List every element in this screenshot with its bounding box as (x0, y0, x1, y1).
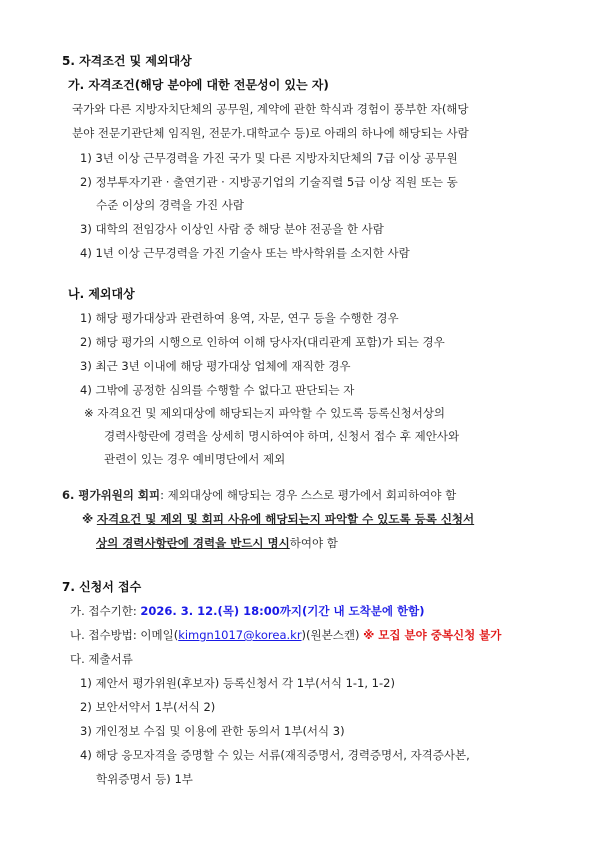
method-line (70, 628, 501, 643)
exclusion-note-line1: ※ 자격요건 및 제외대상에 해당되는지 파악할 수 있도록 등록신청서상의 (84, 406, 446, 420)
exclusion-note-line2: 경력사항란에 경력을 상세히 명시하여야 하며, 신청서 접수 후 제안사와 (104, 429, 460, 443)
document-item-3: 3) 개인정보 수집 및 이용에 관한 동의서 1부(서식 3) (80, 724, 345, 738)
section6-note-underlined-2: 상의 경력사항란에 경력을 반드시 명시 (96, 536, 290, 550)
qualification-subtitle: 가. 자격조건(해당 분야에 대한 전문성이 있는 자) (68, 78, 329, 92)
document-item-1: 1) 제안서 평가위원(후보자) 등록신청서 각 1부(서식 1-1, 1-2) (80, 676, 395, 690)
section6-note-underlined-1: 자격요건 및 제외 및 회피 사유에 해당되는지 파악할 수 있도록 등록 신청서 (96, 512, 475, 526)
qualification-item-4: 4) 1년 이상 근무경력을 가진 기술사 또는 박사학위를 소지한 사람 (80, 246, 410, 260)
exclusion-item-4: 4) 그밖에 공정한 심의를 수행할 수 없다고 판단되는 자 (80, 383, 355, 397)
deadline-line (70, 604, 424, 619)
document-item-2: 2) 보안서약서 1부(서식 2) (80, 700, 216, 714)
exclusion-subtitle: 나. 제외대상 (68, 287, 135, 301)
qualification-item-1: 1) 3년 이상 근무경력을 가진 국가 및 다른 지방자치단체의 7급 이상 공무원 (80, 151, 458, 165)
qualification-item-2: 2) 정부투자기관 · 출연기관 · 지방공기업의 기술직렬 5급 이상 직원 또는 동 (80, 175, 458, 189)
section6-note-mark: ※ (82, 512, 94, 526)
section6-note-line1 (82, 512, 474, 527)
method-label: 나. 접수방법: 이메일( (70, 628, 179, 642)
section6-title (62, 488, 456, 503)
qualification-intro-line2: 분야 전문기관단체 임직원, 전문가․대학교수 등)로 아래의 하나에 해당되는 사람 (72, 126, 469, 140)
email-link[interactable]: kimgn1017@korea.kr (178, 628, 302, 642)
method-mid: )(원본스캔) (301, 628, 364, 642)
section7-title: 7. 신청서 접수 (62, 580, 142, 594)
exclusion-item-2: 2) 해당 평가의 시행으로 인하여 이해 당사자(대리관계 포함)가 되는 경우 (80, 335, 445, 349)
exclusion-item-1: 1) 해당 평가대상과 관련하여 용역, 자문, 연구 등을 수행한 경우 (80, 311, 399, 325)
deadline-label: 가. 접수기한: (70, 604, 141, 618)
section6-title-bold: 6. 평가위원의 회피 (62, 488, 161, 502)
document-item-4: 4) 해당 응모자격을 증명할 수 있는 서류(재직증명서, 경력증명서, 자격증사본, (80, 748, 470, 762)
section6-note-line2 (96, 536, 338, 551)
section6-note-tail: 하여야 함 (289, 536, 338, 550)
qualification-item-2-cont: 수준 이상의 경력을 가진 사람 (96, 198, 244, 212)
duplicate-warning: ※ 모집 분야 중복신청 불가 (363, 628, 502, 642)
qualification-item-3: 3) 대학의 전임강사 이상인 사람 중 해당 분야 전공을 한 사람 (80, 222, 384, 236)
deadline-value: 2026. 3. 12.(목) 18:00까지(기간 내 도착분에 한함) (140, 604, 425, 618)
qualification-intro-line1: 국가와 다른 지방자치단체의 공무원, 계약에 관한 학식과 경험이 풍부한 자(해당 (72, 102, 469, 116)
section5-title: 5. 자격조건 및 제외대상 (62, 54, 192, 68)
exclusion-item-3: 3) 최근 3년 이내에 해당 평가대상 업체에 재직한 경우 (80, 359, 351, 373)
section6-title-rest: : 제외대상에 해당되는 경우 스스로 평가에서 회피하여야 함 (160, 488, 457, 502)
document-item-4-cont: 학위증명서 등) 1부 (96, 772, 193, 786)
exclusion-note-line3: 관련이 있는 경우 예비명단에서 제외 (104, 452, 286, 466)
documents-label: 다. 제출서류 (70, 652, 133, 666)
